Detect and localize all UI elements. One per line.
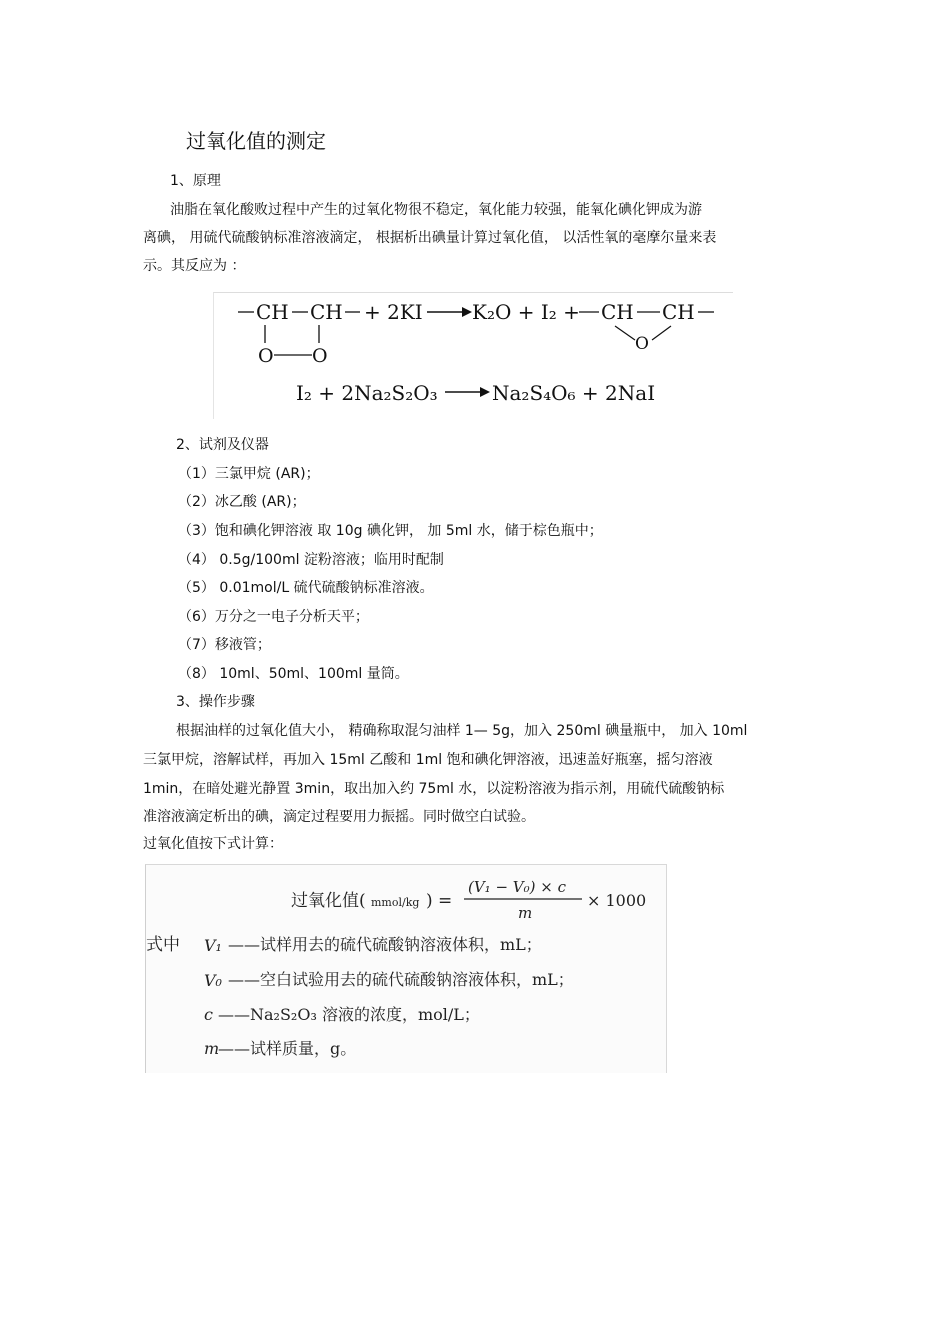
c-description: ——Na₂S₂O₃ 溶液的浓度，mol/L； [218, 1005, 480, 1024]
oxygen-atom-2: O [312, 345, 328, 367]
formula-lhs-unit: mmol/kg [371, 896, 420, 909]
v1-symbol: V₁ [204, 936, 222, 955]
ch-group-2: CH [310, 300, 343, 324]
v0-symbol: V₀ [204, 971, 222, 990]
reagent-item-4: （4） 0.5g/100ml 淀粉溶液；临用时配制 [178, 552, 444, 568]
procedure-line-2: 三氯甲烷，溶解试样，再加入 15ml 乙酸和 1ml 饱和碘化钾溶液，迅速盖好瓶塞，摇匀溶液 [143, 752, 713, 768]
arrow-head-icon [480, 387, 490, 397]
procedure-line-1: 根据油样的过氧化值大小， 精确称取混匀油样 1— 5g，加入 250ml 碘量瓶中， 加入 10ml [176, 723, 748, 739]
reagent-item-3: （3）饱和碘化钾溶液 取 10g 碘化钾， 加 5ml 水，储于棕色瓶中； [178, 523, 603, 539]
section-heading-procedure: 3、操作步骤 [176, 694, 255, 710]
formula-lhs: 过氧化值( [291, 891, 366, 911]
eq1-reactant: + 2KI [364, 300, 423, 324]
where-label: 式中 [146, 935, 180, 955]
v1-description: ——试样用去的硫代硫酸钠溶液体积，mL； [228, 935, 542, 954]
m-symbol: m [204, 1039, 220, 1058]
eq2-products: Na₂S₄O₆ + 2NaI [492, 381, 656, 405]
reaction-equation-figure [213, 292, 733, 419]
epoxide-bond [652, 326, 671, 340]
calculation-intro: 过氧化值按下式计算： [143, 836, 283, 852]
formula-numerator: (V₁ − V₀) × c [468, 878, 567, 896]
reagent-item-1: （1）三氯甲烷 (AR)； [178, 466, 320, 482]
section-heading-principle: 1、原理 [170, 173, 221, 189]
principle-line-1: 油脂在氧化酸败过程中产生的过氧化物很不稳定，氧化能力较强，能氧化碘化钾成为游 [170, 202, 702, 218]
procedure-line-3: 1min，在暗处避光静置 3min，取出加入约 75ml 水，以淀粉溶液为指示剂，用硫代硫酸钠标 [143, 781, 725, 797]
epoxide-bond [615, 326, 635, 340]
eq1-products: K₂O + I₂ + [472, 300, 580, 324]
v0-description: ——空白试验用去的硫代硫酸钠溶液体积，mL； [228, 970, 574, 989]
c-symbol: c [204, 1005, 213, 1024]
oxygen-atom-1: O [258, 345, 274, 367]
arrow-head-icon [462, 307, 472, 317]
formula-denominator: m [518, 904, 533, 922]
m-description: ——试样质量，g。 [218, 1039, 357, 1058]
reagent-item-6: （6）万分之一电子分析天平； [178, 609, 369, 625]
ch-group-1: CH [256, 300, 289, 324]
ch-group-4: CH [662, 300, 695, 324]
eq2-reactants: I₂ + 2Na₂S₂O₃ [296, 381, 438, 405]
formula-lhs-close: ) = [426, 891, 453, 911]
principle-line-2: 离碘， 用硫代硫酸钠标准溶液滴定， 根据析出碘量计算过氧化值， 以活性氧的毫摩尔量来表 [143, 230, 717, 246]
ch-group-3: CH [601, 300, 634, 324]
page-title: 过氧化值的测定 [186, 129, 326, 153]
formula-factor: × 1000 [587, 891, 647, 910]
procedure-line-4: 准溶液滴定析出的碘，滴定过程要用力振摇。同时做空白试验。 [143, 809, 535, 825]
reagent-item-7: （7）移液管； [178, 637, 271, 653]
reagent-item-5: （5） 0.01mol/L 硫代硫酸钠标准溶液。 [178, 580, 434, 596]
principle-line-3: 示。其反应为 ： [143, 258, 246, 274]
formula-figure [145, 864, 667, 1073]
reagent-item-2: （2）冰乙酸 (AR)； [178, 494, 306, 510]
section-heading-reagents: 2、试剂及仪器 [176, 437, 269, 453]
epoxide-oxygen: O [635, 334, 649, 354]
reagent-item-8: （8） 10ml、50ml、100ml 量筒。 [178, 666, 409, 682]
